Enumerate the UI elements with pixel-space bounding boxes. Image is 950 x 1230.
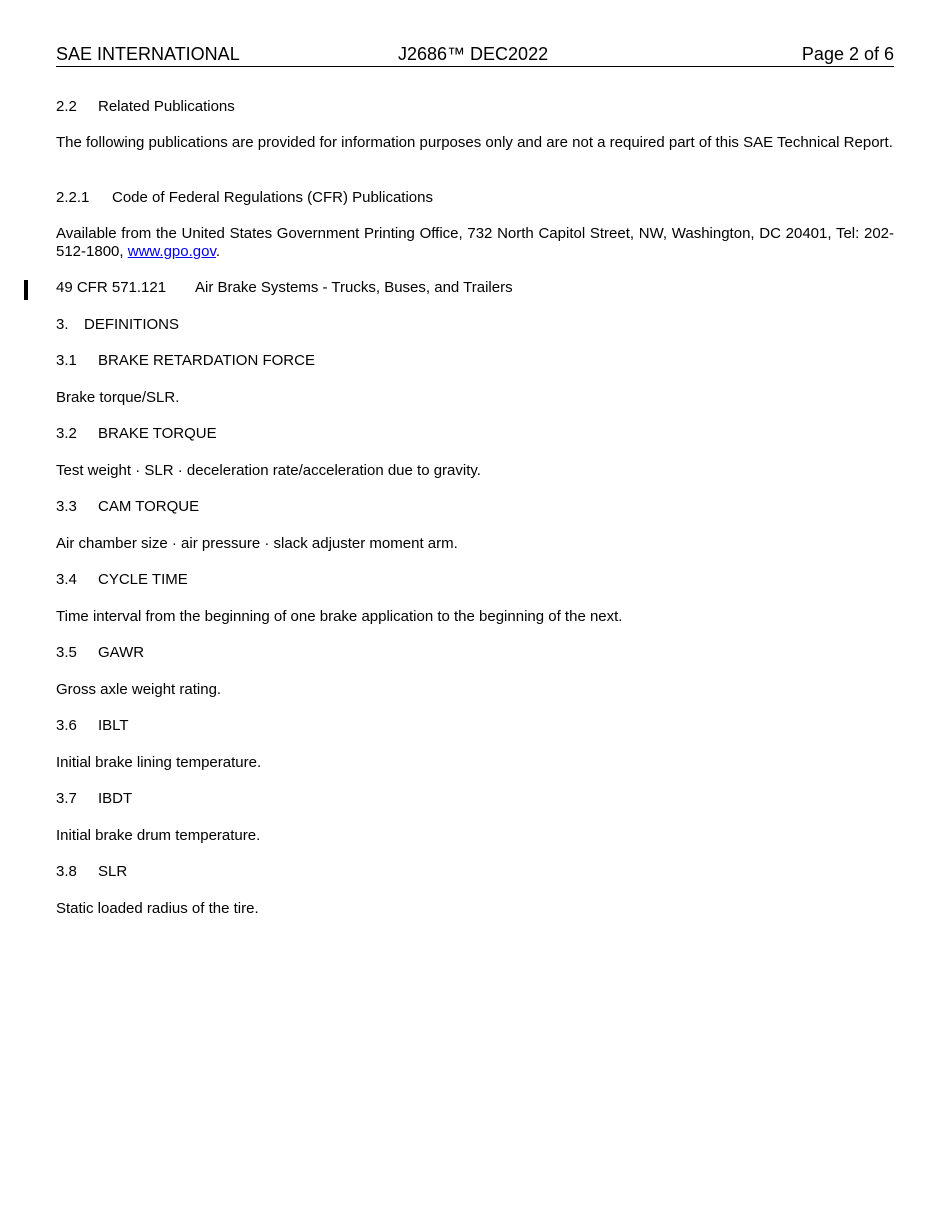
- section-2-2-heading: [56, 98, 235, 116]
- header-page-number: Page 2 of 6: [801, 44, 894, 64]
- definition-number: 3.7: [56, 790, 77, 807]
- definition-text: Initial brake drum temperature.: [56, 827, 261, 844]
- section-2-2-1-body: [56, 225, 894, 261]
- definition-term: BRAKE RETARDATION FORCE: [98, 352, 315, 369]
- section-number: 2.2.1: [56, 189, 90, 206]
- section-title: Related Publications: [98, 98, 235, 115]
- availability-text: Available from the United States Government Printing Office, 732 North Capitol Street, NW, Washington, DC 20401, Tel: 202-512-1800,: [56, 225, 894, 260]
- definition-term: CAM TORQUE: [98, 498, 200, 515]
- definition-term: GAWR: [98, 644, 145, 661]
- section-3-heading: [56, 316, 179, 334]
- definition-text: Air chamber size · air pressure · slack adjuster moment arm.: [56, 535, 458, 552]
- definition-term: BRAKE TORQUE: [98, 425, 217, 442]
- cfr-title: Air Brake Systems - Trucks, Buses, and Trailers: [195, 279, 513, 296]
- definition-text: Gross axle weight rating.: [56, 681, 222, 698]
- definition-number: 3.5: [56, 644, 77, 661]
- page-header: [56, 44, 894, 67]
- definition-text: Test weight · SLR · deceleration rate/acceleration due to gravity.: [56, 462, 481, 479]
- section-2-2-1-heading: [56, 189, 433, 207]
- header-organization: SAE INTERNATIONAL: [56, 44, 240, 64]
- section-title: Code of Federal Regulations (CFR) Publications: [112, 189, 433, 206]
- definition-term: IBLT: [98, 717, 129, 734]
- definition-number: 3.6: [56, 717, 77, 734]
- definition-term: IBDT: [98, 790, 133, 807]
- definition-heading: [56, 425, 217, 443]
- definition-number: 3.2: [56, 425, 77, 442]
- section-number: 2.2: [56, 98, 77, 115]
- definition-heading: [56, 717, 129, 735]
- definition-term: SLR: [98, 863, 128, 880]
- section-number: 3.: [56, 316, 69, 333]
- definition-heading: [56, 498, 199, 516]
- definition-heading: [56, 863, 127, 881]
- definition-number: 3.3: [56, 498, 77, 515]
- cfr-reference: [56, 279, 513, 297]
- definition-text: Initial brake lining temperature.: [56, 754, 262, 771]
- section-2-2-body: The following publications are provided for information purposes only and are not a required part of this SAE Technical Report.: [56, 134, 893, 151]
- availability-text-end: .: [215, 243, 221, 260]
- gpo-link[interactable]: www.gpo.gov: [127, 243, 216, 260]
- header-document-id: J2686™ DEC2022: [398, 44, 549, 64]
- definition-heading: [56, 571, 188, 589]
- definition-number: 3.8: [56, 863, 77, 880]
- definition-text: Brake torque/SLR.: [56, 389, 180, 406]
- definition-heading: [56, 352, 315, 370]
- cfr-code: 49 CFR 571.121: [56, 279, 167, 296]
- definition-heading: [56, 790, 132, 808]
- definition-term: CYCLE TIME: [98, 571, 188, 588]
- definition-heading: [56, 644, 144, 662]
- definition-number: 3.4: [56, 571, 77, 588]
- definition-text: Time interval from the beginning of one brake application to the beginning of the next.: [56, 608, 623, 625]
- definition-text: Static loaded radius of the tire.: [56, 900, 259, 917]
- revision-change-bar: [24, 280, 28, 300]
- definition-number: 3.1: [56, 352, 77, 369]
- section-title: DEFINITIONS: [84, 316, 180, 333]
